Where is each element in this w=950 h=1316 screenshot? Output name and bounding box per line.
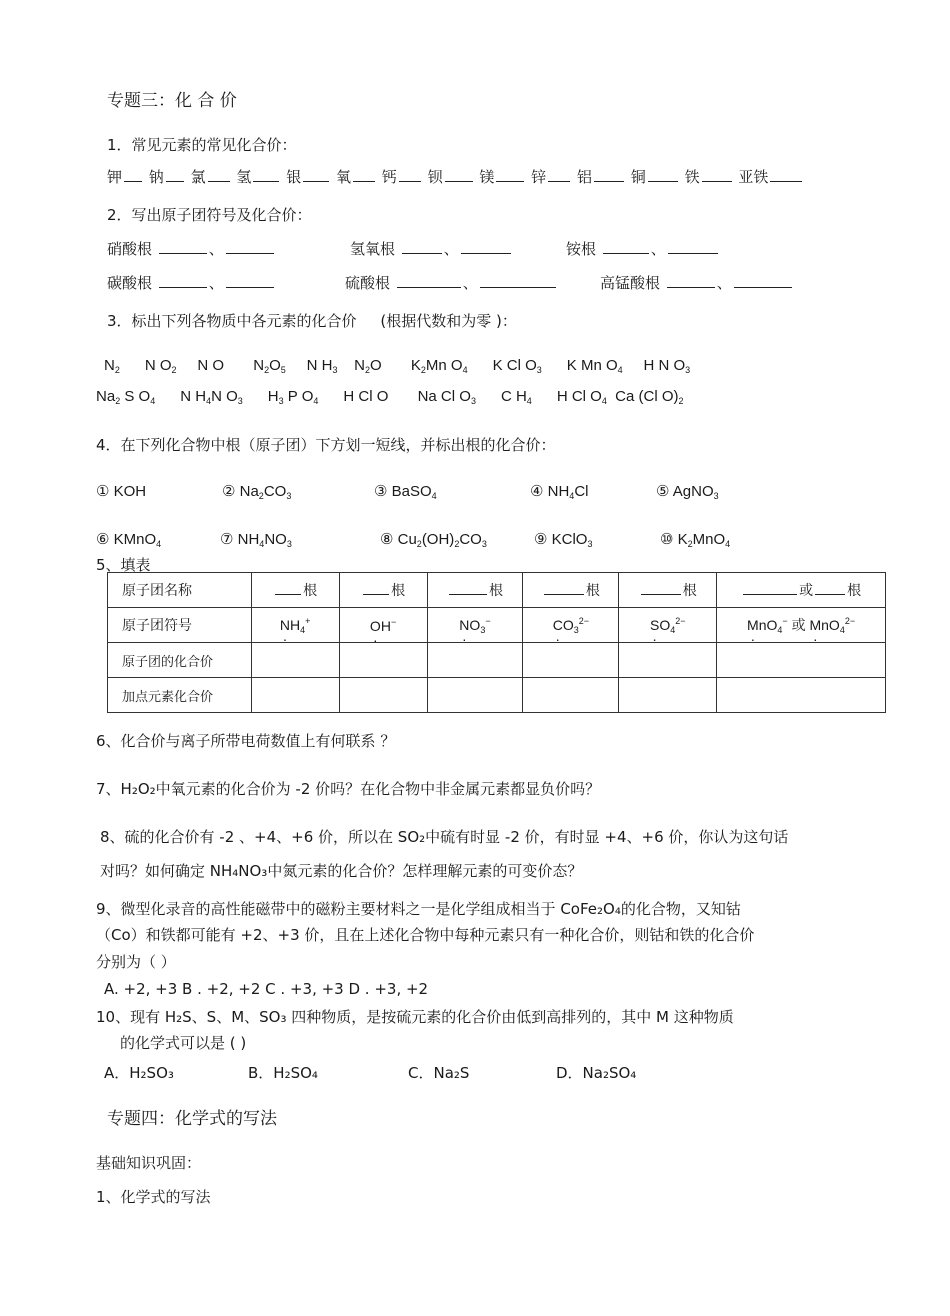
element: 氧 <box>335 168 351 186</box>
q2-row2-c: 高锰酸根 、 <box>600 272 794 293</box>
q2-row2-b: 硫酸根 、 <box>345 272 558 293</box>
q4-item: ② $Na_2CO_3$ <box>222 483 292 501</box>
q4-item: ① KOH <box>96 483 147 500</box>
topic3-title: 专题三：化 合 价 <box>107 91 237 111</box>
q10-option-a: A．H₂SO₃ <box>104 1064 174 1082</box>
element: 亚铁 <box>738 168 769 186</box>
q4-item: ⑨ KClO$_3$ <box>534 531 593 549</box>
element: 银 <box>286 168 302 186</box>
q8-line2: 对吗？如何确定 NH₄NO₃中氮元素的化合价？怎样理解元素的可变价态？ <box>100 862 583 880</box>
q4-item: ⑧ $Cu_2(OH)_2CO_3$ <box>380 531 487 549</box>
element: 钠 <box>148 168 164 186</box>
q2-row1-a: 硝酸根 、 <box>107 238 276 259</box>
element: 钾 <box>107 168 123 186</box>
q10-option-b: B．H₂SO₄ <box>248 1064 318 1082</box>
element: 钙 <box>381 168 397 186</box>
table-row: 原子团名称 根 根 根 根 根 或 根 <box>108 573 886 608</box>
topic4-title: 专题四：化学式的写法 <box>107 1109 277 1129</box>
radical-table <box>107 572 886 713</box>
table-row: 原子团符号 $N \cdot H_4^+$ O ·H− $N \cdot O_3^-$ $C \cdot O_3^{2-}$ $S \cdot O_4^{2-}$ $M \cdot nO_4^-$ 或 $M \cdot nO_4^{2-}$ <box>108 608 886 643</box>
element: 铜 <box>630 168 646 186</box>
element: 铁 <box>684 168 700 186</box>
element: 铝 <box>576 168 592 186</box>
q1-label: 1．常见元素的常见化合价： <box>107 136 297 154</box>
table-row: 原子团的化合价 <box>108 643 886 678</box>
element: 氢 <box>236 168 252 186</box>
q9-options: A. +2, +3 B . +2, +2 C . +3, +3 D . +3, +2 <box>104 980 429 998</box>
element: 氯 <box>190 168 206 186</box>
q9-line2: （Co）和铁都可能有 +2、+3 价，且在上述化合物中每种元素只有一种化合价，则钴和铁的化合价 <box>96 926 755 944</box>
q2-row2-a: 碳酸根 、 <box>107 272 276 293</box>
q4-item: ⑤ AgNO$_3$ <box>656 483 719 501</box>
element: 锌 <box>531 168 547 186</box>
q10-option-d: D．Na₂SO₄ <box>556 1064 637 1082</box>
q4-label: 4．在下列化合物中根（原子团）下方划一短线，并标出根的化合价： <box>96 436 556 454</box>
q1-elements-row <box>107 166 804 187</box>
basics-heading: 基础知识巩固： <box>96 1154 202 1172</box>
q10-option-c: C．Na₂S <box>408 1064 470 1082</box>
item1-heading: 1、化学式的写法 <box>96 1188 211 1206</box>
q4-item: ④ $NH_4Cl$ <box>530 483 589 501</box>
q3-formulas-row1: $N_2$ N $O_2$ N O $N_2O_5$ N $H_3$ $N_2O$ $K_2Mn$ $O_4$ K Cl $O_3$ K Mn $O_4$ H N $O_3$ <box>104 357 691 375</box>
q9-line3: 分别为（ ） <box>96 953 176 971</box>
q10-line2: 的化学式可以是 ( ) <box>120 1034 247 1052</box>
element: 镁 <box>479 168 495 186</box>
q3-label: 3．标出下列各物质中各元素的化合价 (根据代数和为零 )： <box>107 312 517 330</box>
q5-label: 5、填表 <box>96 556 151 574</box>
q6: 6、化合价与离子所带电荷数值上有何联系 ？ <box>96 732 396 750</box>
q7: 7、H₂O₂中氧元素的化合价为 -2 价吗？在化合物中非金属元素都显负价吗？ <box>96 780 601 798</box>
q4-item: ⑩ $K_2MnO_4$ <box>660 531 731 549</box>
table-row: 加点元素化合价 <box>108 678 886 713</box>
q4-item: ③ BaSO$_4$ <box>374 483 437 501</box>
q2-row1-c: 铵根 、 <box>566 238 720 259</box>
q9-line1: 9、微型化录音的高性能磁带中的磁粉主要材料之一是化学组成相当于 CoFe₂O₄的化合物，又知钴 <box>96 900 741 918</box>
q10-line1: 10、现有 H₂S、S、M、SO₃ 四种物质，是按硫元素的化合价由低到高排列的，其中 M 这种物质 <box>96 1008 734 1026</box>
q4-item: ⑥ KMnO$_4$ <box>96 531 162 549</box>
q2-row1-b: 氢氧根 、 <box>350 238 513 259</box>
q8-line1: 8、硫的化合价有 -2 、+4、+6 价，所以在 SO₂中硫有时显 -2 价，有时显 +4、+6 价，你认为这句话 <box>100 828 789 846</box>
q4-item: ⑦ $NH_4NO_3$ <box>220 531 292 549</box>
q2-label: 2．写出原子团符号及化合价： <box>107 206 312 224</box>
element: 钡 <box>427 168 443 186</box>
q3-formulas-row2: $Na_2$ S $O_4$ N $H_4N$ $O_3$ $H_3$ P $O_4$ H Cl O Na Cl $O_3$ C $H_4$ H Cl $O_4$ Ca (Cl $O)_2$ <box>96 388 684 406</box>
